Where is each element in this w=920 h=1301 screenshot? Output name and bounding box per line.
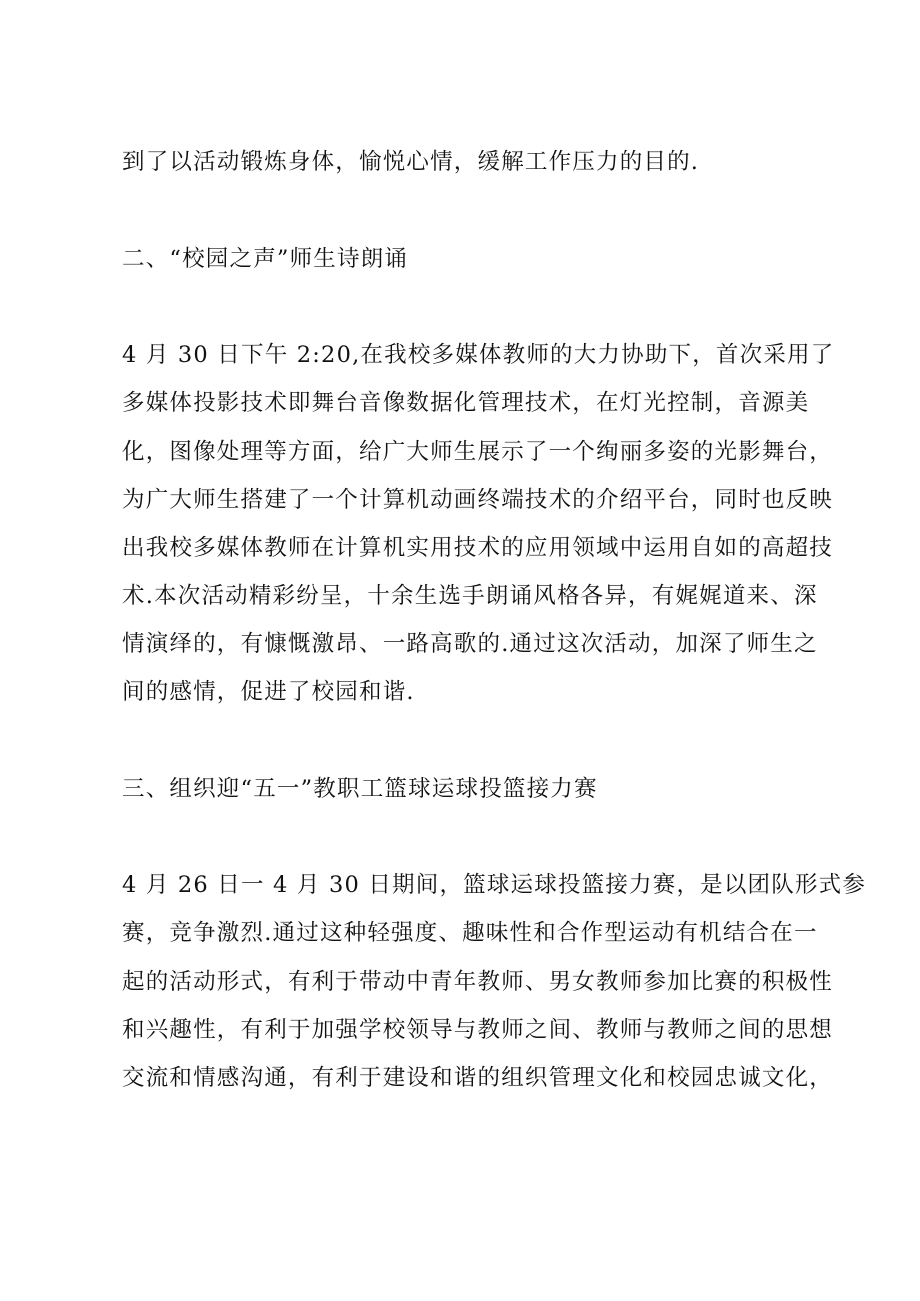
- paragraph-line: 化，图像处理等方面，给广大师生展示了一个绚丽多姿的光影舞台，: [122, 439, 834, 465]
- paragraph-line: 起的活动形式，有利于带动中青年教师、男女教师参加比赛的积极性: [122, 969, 834, 995]
- paragraph-line: 赛，竞争激烈.通过这种轻强度、趣味性和合作型运动有机结合在一: [122, 920, 818, 946]
- paragraph-line: 术.本次活动精彩纷呈，十余生选手朗诵风格各异，有娓娓道来、深: [122, 583, 818, 609]
- paragraph-line: 和兴趣性，有利于加强学校领导与教师之间、教师与教师之间的思想: [122, 1017, 834, 1043]
- paragraph-line: 交流和情感沟通，有利于建设和谐的组织管理文化和校园忠诚文化，: [122, 1065, 834, 1091]
- paragraph-line: 情演绎的，有慷慨激昂、一路高歌的.通过这次活动，加深了师生之: [122, 631, 818, 657]
- paragraph-line: 为广大师生搭建了一个计算机动画终端技术的介绍平台，同时也反映: [122, 487, 834, 513]
- paragraph-line: 到了以活动锻炼身体，愉悦心情，缓解工作压力的目的.: [122, 149, 700, 175]
- paragraph-line: 多媒体投影技术即舞台音像数据化管理技术，在灯光控制，音源美: [122, 390, 810, 416]
- paragraph-line: 间的感情，促进了校园和谐.: [122, 679, 415, 705]
- paragraph-line: 4 月 30 日下午 2:20,在我校多媒体教师的大力协助下，首次采用了: [122, 342, 835, 368]
- section-heading: 三、组织迎“五一”教职工篮球运球投篮接力赛: [122, 776, 598, 802]
- paragraph-line: 4 月 26 日一 4 月 30 日期间，篮球运球投篮接力赛，是以团队形式参: [122, 872, 867, 898]
- section-heading: 二、“校园之声”师生诗朗诵: [122, 246, 409, 272]
- paragraph-line: 出我校多媒体教师在计算机实用技术的应用领域中运用自如的高超技: [122, 535, 834, 561]
